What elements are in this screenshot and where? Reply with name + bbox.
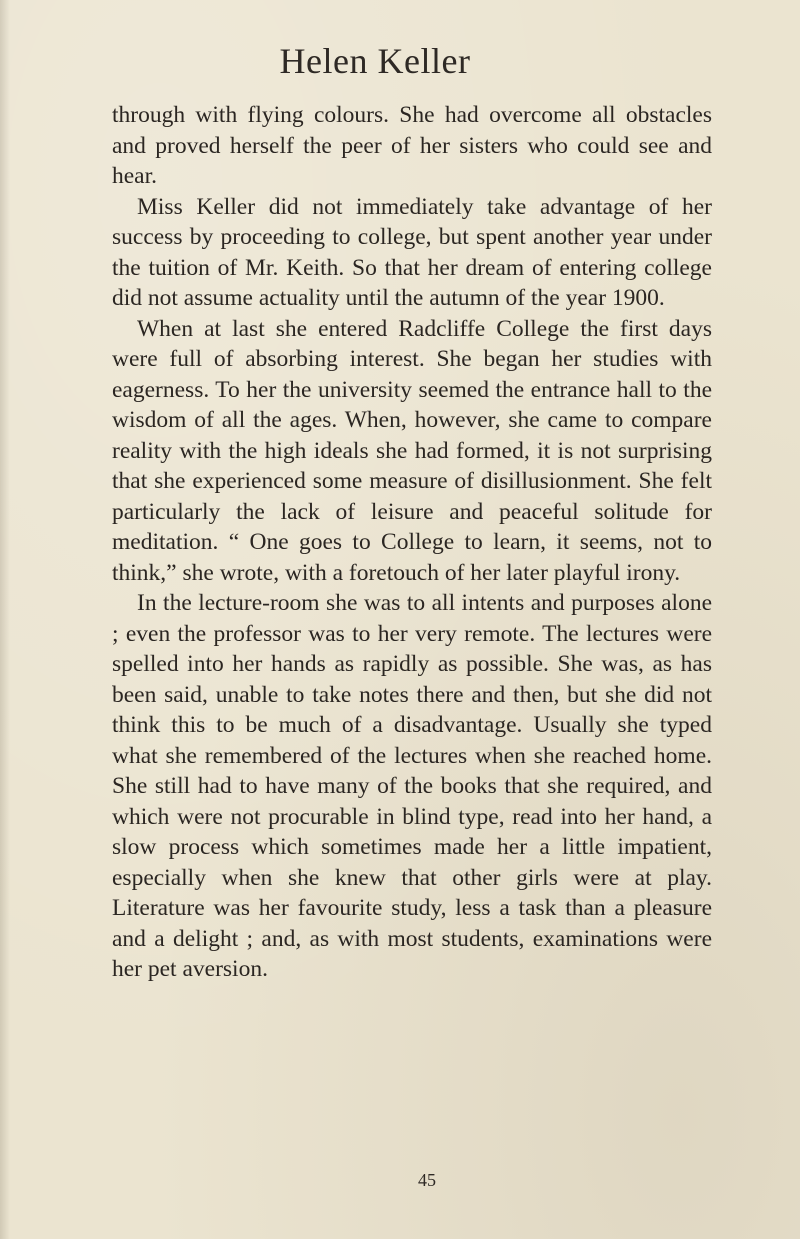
paragraph-2: Miss Keller did not immediately take advantage of her success by proceeding to college, but spent another year under the tuition of Mr. Keith. So that her dream of entering college did not assume actuality until the autumn of the year 1900. <box>112 193 712 311</box>
paragraph-4: In the lecture-room she was to all intents and purposes alone ; even the professor was to her very remote. The lectures were spelled into her hands as rapidly as possible. She was, as has been said, unable to take notes there and then, but she did not think this to be much of a disadvantage. Usually she typed what she remembered of the lectures when she reached home. She still had to have many of the books that she required, and which were not procurable in blind type, read into her hand, a slow process which sometimes made her a little impatient, especially when she knew that other girls were at play. Literature was her favourite study, less a task than a pleasure and a delight ; and, as with most students, examinations were her pet aversion. <box>112 590 712 982</box>
body-text <box>112 100 712 985</box>
paragraph-3: When at last she entered Radcliffe College the first days were full of absorbing interest. She began her studies with eagerness. To her the university seemed the entrance hall to the wisdom of all the ages. When, however, she came to compare reality with the high ideals she had formed, it is not surprising that she experienced some measure of disillusionment. She felt particularly the lack of leisure and peaceful solitude for meditation. “ One goes to College to learn, it seems, not to think,” she wrote, with a foretouch of her later playful irony. <box>112 315 712 586</box>
paragraph-1: through with flying colours. She had overcome all obstacles and proved herself the peer of her sisters who could see and hear. <box>112 102 712 189</box>
page-number: 45 <box>418 1170 436 1190</box>
running-head: Helen Keller <box>279 41 471 81</box>
page-gutter-shadow <box>0 0 10 1239</box>
